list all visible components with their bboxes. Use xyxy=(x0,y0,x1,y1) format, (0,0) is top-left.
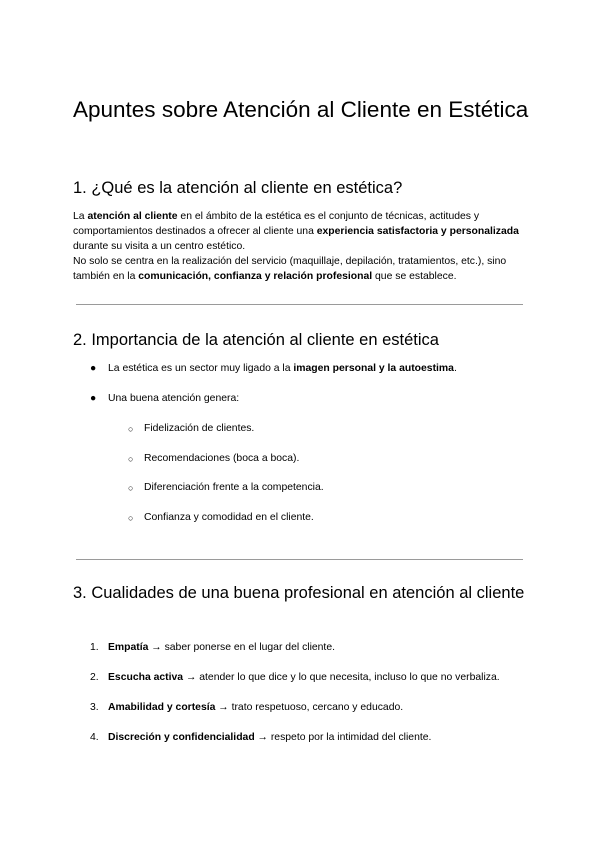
list-item-bold: imagen personal y la autoestima xyxy=(293,363,454,374)
list-item-text: → atender lo que dice y lo que necesita, incluso lo que no verbaliza. xyxy=(183,672,500,683)
section-3-heading: 3. Cualidades de una buena profesional en atención al cliente xyxy=(73,584,525,602)
list-item-bold: Escucha activa xyxy=(108,672,184,683)
list-item-bold: Discreción y confidencialidad xyxy=(108,732,255,743)
numbered-list-item xyxy=(108,641,335,655)
sub-list-item: Recomendaciones (boca a boca). xyxy=(144,453,300,464)
section-divider xyxy=(76,304,523,305)
sub-bullet-marker: ○ xyxy=(128,454,134,464)
para-bold: comunicación, confianza y relación profesional xyxy=(138,271,373,282)
list-number: 3. xyxy=(90,702,99,713)
section-1-heading: 1. ¿Qué es la atención al cliente en estética? xyxy=(73,179,403,197)
list-item-text: → saber ponerse en el lugar del cliente. xyxy=(148,642,335,653)
section-2-heading: 2. Importancia de la atención al cliente en estética xyxy=(73,331,439,349)
list-number: 1. xyxy=(90,642,99,653)
numbered-list-item xyxy=(108,671,500,685)
list-item-text: → trato respetuoso, cercano y educado. xyxy=(215,702,404,713)
sub-bullet-marker: ○ xyxy=(128,424,134,434)
para-text: durante su visita a un centro estético. xyxy=(73,241,246,252)
numbered-list-item xyxy=(108,731,431,745)
list-item-bold: Empatía xyxy=(108,642,149,653)
sub-bullet-marker: ○ xyxy=(128,513,134,523)
list-number: 2. xyxy=(90,672,99,683)
para-bold: experiencia satisfactoria y personalizada xyxy=(316,226,519,237)
para-text: que se establece. xyxy=(372,271,457,282)
list-number: 4. xyxy=(90,732,99,743)
numbered-list-item xyxy=(108,701,403,715)
sub-list-item: Diferenciación frente a la competencia. xyxy=(144,482,324,493)
list-item-text: . xyxy=(453,363,457,374)
section-1-paragraph xyxy=(73,209,533,284)
list-item-text: La estética es un sector muy ligado a la xyxy=(108,363,294,374)
list-item xyxy=(108,362,457,376)
para-bold: atención al cliente xyxy=(87,211,178,222)
list-item xyxy=(108,392,239,406)
para-text: en el ámbito de la estética es el conjunto de técnicas, actitudes y comportamientos destinados a ofrecer al cliente una xyxy=(73,211,480,237)
list-item-text: Una buena atención genera: xyxy=(108,393,240,404)
para-text: La xyxy=(73,211,88,222)
bullet-marker: ● xyxy=(90,393,97,404)
para-text: No solo se centra en la realización del servicio (maquillaje, depilación, tratamientos, etc.), sino también en la xyxy=(73,256,507,282)
document-title: Apuntes sobre Atención al Cliente en Estética xyxy=(73,97,529,122)
list-item-bold: Amabilidad y cortesía xyxy=(108,702,216,713)
sub-list-item: Fidelización de clientes. xyxy=(144,423,255,434)
sub-list-item: Confianza y comodidad en el cliente. xyxy=(144,512,314,523)
bullet-marker: ● xyxy=(90,363,97,374)
sub-bullet-marker: ○ xyxy=(128,483,134,493)
list-item-text: → respeto por la intimidad del cliente. xyxy=(254,732,432,743)
section-divider xyxy=(76,559,523,560)
